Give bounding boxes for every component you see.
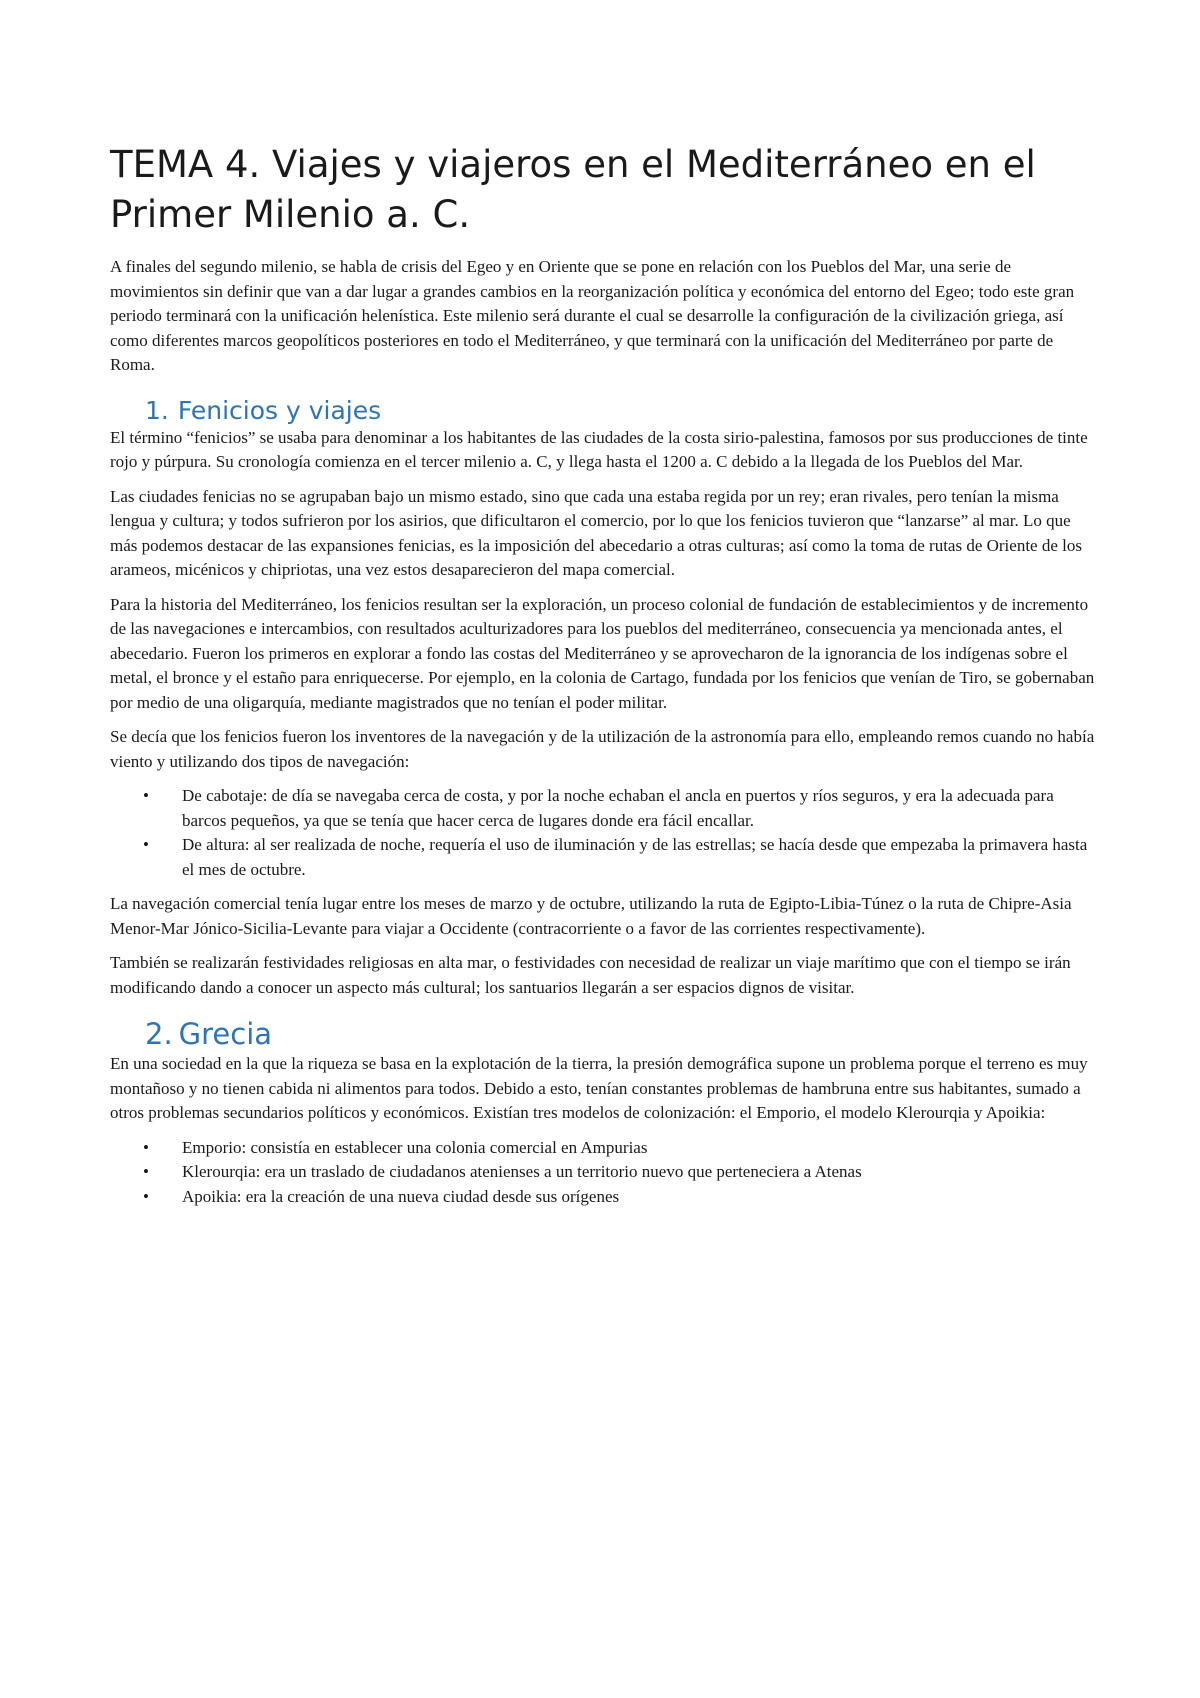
section-title: Fenicios y viajes bbox=[177, 395, 382, 425]
bullet-icon: • bbox=[143, 835, 149, 854]
section-heading-fenicios bbox=[110, 396, 1095, 426]
navigation-types-list bbox=[110, 784, 1095, 882]
bullet-icon: • bbox=[143, 1162, 149, 1181]
section-heading-grecia bbox=[110, 1016, 1095, 1052]
list-item-text: Klerourqia: era un traslado de ciudadanos atenienses a un territorio nuevo que perteneciera a Atenas bbox=[182, 1162, 862, 1181]
document-body bbox=[110, 140, 1095, 1219]
page-title: TEMA 4. Viajes y viajeros en el Mediterráneo en el Primer Milenio a. C. bbox=[110, 143, 1036, 236]
fenicios-paragraph-3: Para la historia del Mediterráneo, los fenicios resultan ser la exploración, un proceso colonial de fundación de establecimientos y de incremento de las navegaciones e intercambios, con resultados aculturizadores para los pueblos del mediterráneo, consecuencia ya mencionada antes, el abecedario. Fueron los primeros en explorar a fondo las costas del Mediterráneo y se aprovecharon de la ignorancia de los indígenas sobre el metal, el bronce y el estaño para enriquecerse. Por ejemplo, en la colonia de Cartago, fundada por los fenicios que venían de Tiro, se gobernaban por medio de una oligarquía, mediante magistrados que no tenían el poder militar. bbox=[110, 594, 1095, 712]
list-item bbox=[110, 1160, 1095, 1185]
fenicios-paragraph-6: También se realizarán festividades religiosas en alta mar, o festividades con necesidad de realizar un viaje marítimo que con el tiempo se irán modificando dando a conocer un aspecto más cultural; los santuarios llegarán a ser espacios dignos de visitar. bbox=[110, 953, 1071, 997]
bullet-icon: • bbox=[143, 786, 149, 805]
grecia-paragraph-1: En una sociedad en la que la riqueza se basa en la explotación de la tierra, la presión demográfica supone un problema porque el terreno es muy montañoso y no tienen cabida ni alimentos para todos. Debido a esto, tenían constantes problemas de hambruna entre sus habitantes, sumado a otros problemas secundarios políticos y económicos. Existían tres modelos de colonización: el Emporio, el modelo Klerourqia y Apoikia: bbox=[110, 1054, 1088, 1122]
list-item bbox=[110, 1185, 1095, 1210]
list-item-text: De altura: al ser realizada de noche, requería el uso de iluminación y de las estrellas; se hacía desde que empezaba la primavera hasta el mes de octubre. bbox=[182, 835, 1088, 879]
intro-paragraph: A finales del segundo milenio, se habla de crisis del Egeo y en Oriente que se pone en relación con los Pueblos del Mar, una serie de movimientos sin definir que van a dar lugar a grandes cambios en la reorganización política y económica del entorno del Egeo; todo este gran periodo terminará con la unificación helenística. Este milenio será durante el cual se desarrolle la configuración de la civilización griega, así como diferentes marcos geopolíticos posteriores en todo el Mediterráneo, y que terminará con la unificación del Mediterráneo por parte de Roma. bbox=[110, 257, 1075, 374]
list-item-text: Emporio: consistía en establecer una colonia comercial en Ampurias bbox=[182, 1137, 648, 1157]
fenicios-paragraph-1: El término “fenicios” se usaba para denominar a los habitantes de las ciudades de la costa sirio-palestina, famosos por sus producciones de tinte rojo y púrpura. Su cronología comienza en el tercer milenio a. C, y llega hasta el 1200 a. C debido a la llegada de los Pueblos del Mar. bbox=[110, 427, 1088, 471]
list-item bbox=[110, 784, 1095, 833]
list-item-text: Apoikia: era la creación de una nueva ciudad desde sus orígenes bbox=[182, 1186, 620, 1206]
fenicios-paragraph-2: Las ciudades fenicias no se agrupaban bajo un mismo estado, sino que cada una estaba regida por un rey; eran rivales, pero tenían la misma lengua y cultura; y todos sufrieron por los asirios, que dificultaron el comercio, por lo que los fenicios tuvieron que “lanzarse” al mar. Lo que más podemos destacar de las expansiones fenicias, es la imposición del abecedario a otras culturas; así como la toma de rutas de Oriente de los arameos, micénicos y chipriotas, una vez estos desaparecieron del mapa comercial. bbox=[110, 486, 1082, 579]
list-item bbox=[110, 833, 1095, 882]
list-item bbox=[110, 1136, 1095, 1161]
fenicios-paragraph-5: La navegación comercial tenía lugar entre los meses de marzo y de octubre, utilizando la ruta de Egipto-Libia-Túnez o la ruta de Chipre-Asia Menor-Mar Jónico-Sicilia-Levante para viajar a Occidente (contracorriente o a favor de las corrientes respectivamente). bbox=[110, 894, 1072, 938]
list-item-text: De cabotaje: de día se navegaba cerca de costa, y por la noche echaban el ancla en puertos y ríos seguros, y era la adecuada para barcos pequeños, ya que se tenía que hacer cerca de lugares donde era fácil encallar. bbox=[182, 786, 1054, 830]
bullet-icon: • bbox=[143, 1186, 149, 1206]
section-number: 1. bbox=[145, 395, 169, 425]
section-title: Grecia bbox=[178, 1017, 273, 1051]
section-number: 2. bbox=[145, 1017, 173, 1051]
bullet-icon: • bbox=[143, 1137, 149, 1157]
colonization-models-list bbox=[110, 1136, 1095, 1210]
fenicios-paragraph-4: Se decía que los fenicios fueron los inventores de la navegación y de la utilización de la astronomía para ello, empleando remos cuando no había viento y utilizando dos tipos de navegación: bbox=[110, 727, 1095, 771]
